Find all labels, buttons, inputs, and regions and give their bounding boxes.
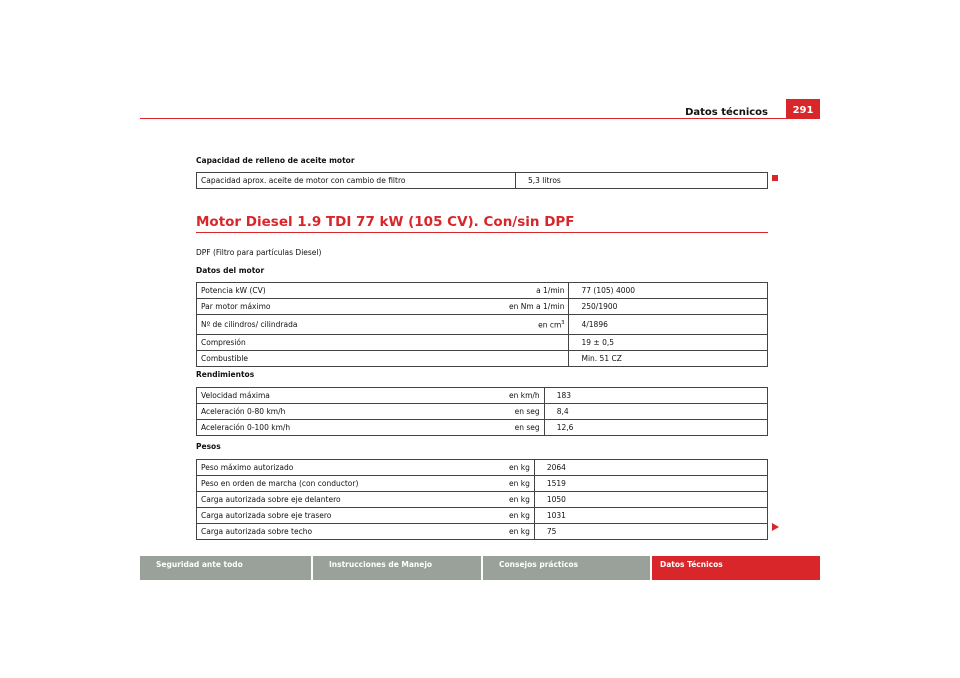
row-unit: a 1/min: [505, 283, 569, 299]
row-value: 183: [544, 388, 767, 404]
table-row: [197, 335, 768, 351]
table-row: [197, 388, 768, 404]
row-unit: en kg: [505, 524, 534, 540]
table-row: [197, 524, 768, 540]
row-unit: [505, 335, 569, 351]
dpf-note: DPF (Filtro para partículas Diesel): [196, 248, 322, 257]
row-unit: en kg: [505, 460, 534, 476]
title-divider: [196, 232, 768, 233]
oil-capacity-table: [196, 172, 768, 189]
unit-superscript: 3: [561, 319, 565, 326]
row-label: Velocidad máxima: [197, 388, 506, 404]
row-label: Peso en orden de marcha (con conductor): [197, 476, 506, 492]
row-unit: en seg: [505, 420, 544, 436]
row-value: 1519: [534, 476, 767, 492]
page-number-badge: 291: [786, 99, 820, 119]
row-value: 250/1900: [569, 299, 768, 315]
footer-nav: [140, 556, 820, 580]
table-row: [197, 420, 768, 436]
footer-tab-consejos[interactable]: Consejos prácticos: [481, 556, 650, 580]
row-unit: en kg: [505, 476, 534, 492]
unit-text: en cm: [538, 320, 562, 330]
table-row: [197, 492, 768, 508]
engine-data-heading: Datos del motor: [196, 266, 265, 275]
footer-tab-seguridad[interactable]: Seguridad ante todo: [140, 556, 311, 580]
row-label: Combustible: [197, 351, 506, 367]
row-value: 1031: [534, 508, 767, 524]
continue-arrow-icon: [772, 523, 779, 531]
row-label: Nº de cilindros/ cilindrada: [197, 315, 506, 335]
row-value: 1050: [534, 492, 767, 508]
row-unit: [505, 315, 569, 335]
header-divider: [140, 118, 820, 119]
table-row: [197, 404, 768, 420]
row-label: Aceleración 0-80 km/h: [197, 404, 506, 420]
row-value: 19 ± 0,5: [569, 335, 768, 351]
table-row: [197, 315, 768, 335]
row-label: Potencia kW (CV): [197, 283, 506, 299]
page-header-title: Datos técnicos: [685, 107, 768, 118]
row-value: 12,6: [544, 420, 767, 436]
oil-capacity-heading: Capacidad de relleno de aceite motor: [196, 156, 355, 165]
table-row: [197, 508, 768, 524]
row-value: 2064: [534, 460, 767, 476]
footer-tab-datos-tecnicos[interactable]: Datos Técnicos: [650, 556, 820, 580]
footer-tab-instrucciones[interactable]: Instrucciones de Manejo: [311, 556, 481, 580]
row-label: Par motor máximo: [197, 299, 506, 315]
row-unit: en Nm a 1/min: [505, 299, 569, 315]
row-unit: en seg: [505, 404, 544, 420]
row-value: 8,4: [544, 404, 767, 420]
row-value: 75: [534, 524, 767, 540]
row-label: Aceleración 0-100 km/h: [197, 420, 506, 436]
table-row: [197, 476, 768, 492]
end-of-section-icon: [772, 175, 778, 181]
row-unit: en km/h: [505, 388, 544, 404]
row-label: Carga autorizada sobre eje trasero: [197, 508, 506, 524]
weights-table: [196, 459, 768, 540]
table-row: [197, 351, 768, 367]
performance-table: [196, 387, 768, 436]
engine-section-title: Motor Diesel 1.9 TDI 77 kW (105 CV). Con/sin DPF: [196, 214, 575, 230]
oil-capacity-value: 5,3 litros: [516, 173, 768, 189]
row-value: 77 (105) 4000: [569, 283, 768, 299]
table-row: [197, 173, 768, 189]
row-label: Compresión: [197, 335, 506, 351]
table-row: [197, 283, 768, 299]
row-label: Carga autorizada sobre eje delantero: [197, 492, 506, 508]
row-label: Carga autorizada sobre techo: [197, 524, 506, 540]
row-unit: en kg: [505, 508, 534, 524]
row-value: Min. 51 CZ: [569, 351, 768, 367]
engine-data-table: [196, 282, 768, 367]
row-value: 4/1896: [569, 315, 768, 335]
table-row: [197, 299, 768, 315]
performance-heading: Rendimientos: [196, 370, 255, 379]
table-row: [197, 460, 768, 476]
oil-capacity-label: Capacidad aprox. aceite de motor con cambio de filtro: [197, 173, 516, 189]
row-label: Peso máximo autorizado: [197, 460, 506, 476]
weights-heading: Pesos: [196, 442, 221, 451]
row-unit: [505, 351, 569, 367]
row-unit: en kg: [505, 492, 534, 508]
